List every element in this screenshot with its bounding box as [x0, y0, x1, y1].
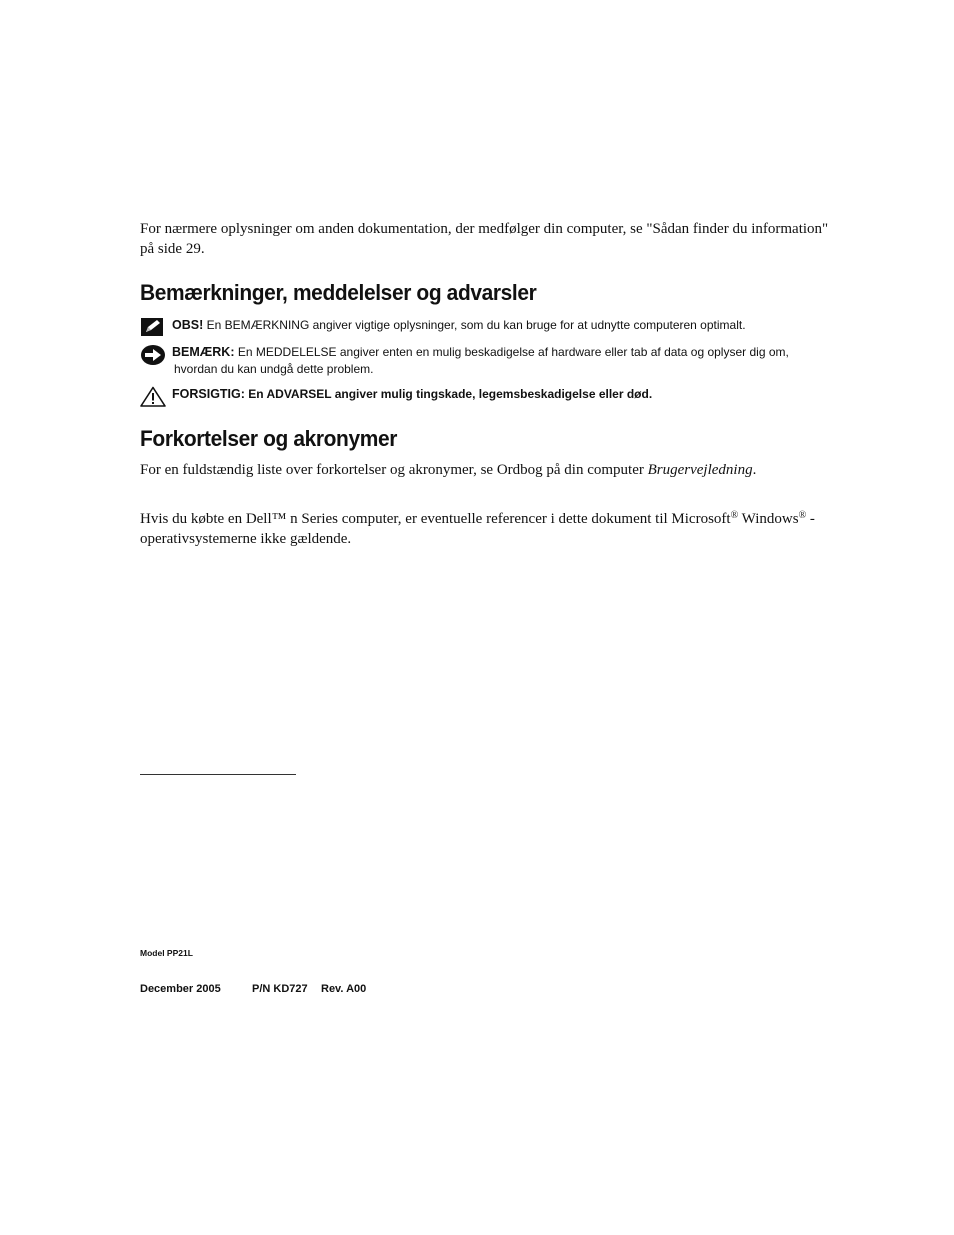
registered-mark-microsoft: ® [730, 510, 739, 521]
n-series-text-part2: Windows [738, 511, 799, 527]
section-heading-abbreviations: Forkortelser og akronymer [140, 426, 398, 451]
caution-notice [140, 386, 830, 408]
user-guide-title: Brugervejledning [647, 462, 753, 478]
model-number: Model PP21L [140, 948, 193, 958]
footer-revision: Rev. A00 [321, 983, 367, 995]
abbreviations-text: For en fuldstændig liste over forkortelser og akronymer, se Ordbog på din computer [140, 462, 648, 478]
caution-triangle-icon [140, 386, 166, 406]
notice-notice [140, 344, 830, 380]
notice-text-forsigtig: En ADVARSEL angiver mulig tingskade, legemsbeskadigelse eller død. [248, 387, 653, 401]
abbreviations-paragraph [140, 461, 840, 481]
n-series-text-part1: Hvis du købte en Dell™ n Series computer, er eventuelle referencer i dette dokument til Microsoft [140, 511, 731, 527]
section-heading-notes: Bemærkninger, meddelelser og advarsler [140, 280, 537, 305]
footer-rule [140, 774, 296, 775]
n-series-paragraph [140, 509, 850, 549]
footer-info [140, 983, 366, 995]
note-pencil-icon [140, 317, 166, 337]
footer-part-number: P/N KD727 [252, 983, 308, 995]
notice-lead-bemaerk: BEMÆRK: [172, 345, 235, 359]
notice-arrow-icon [140, 344, 166, 364]
notice-text-bemaerk-line2: hvordan du kan undgå dette problem. [174, 362, 374, 376]
notice-text-obs: En BEMÆRKNING angiver vigtige oplysninger, som du kan bruge for at udnytte computeren optimalt. [206, 318, 746, 332]
notice-lead-obs: OBS! [172, 318, 204, 332]
notice-text-bemaerk-line1: En MEDDELELSE angiver enten en mulig beskadigelse af hardware eller tab af data og oplyser dig om, [237, 345, 789, 359]
footer-date: December 2005 [140, 983, 221, 995]
notice-lead-forsigtig: FORSIGTIG: [172, 387, 245, 401]
intro-paragraph: For nærmere oplysninger om anden dokumentation, der medfølger din computer, se "Sådan finder du information" på side 29. [140, 221, 829, 257]
n-series-text-part3: -operativsystemerne ikke gældende. [140, 511, 815, 547]
note-notice [140, 317, 830, 339]
registered-mark-windows: ® [798, 510, 807, 521]
abbreviations-period: . [752, 462, 757, 478]
